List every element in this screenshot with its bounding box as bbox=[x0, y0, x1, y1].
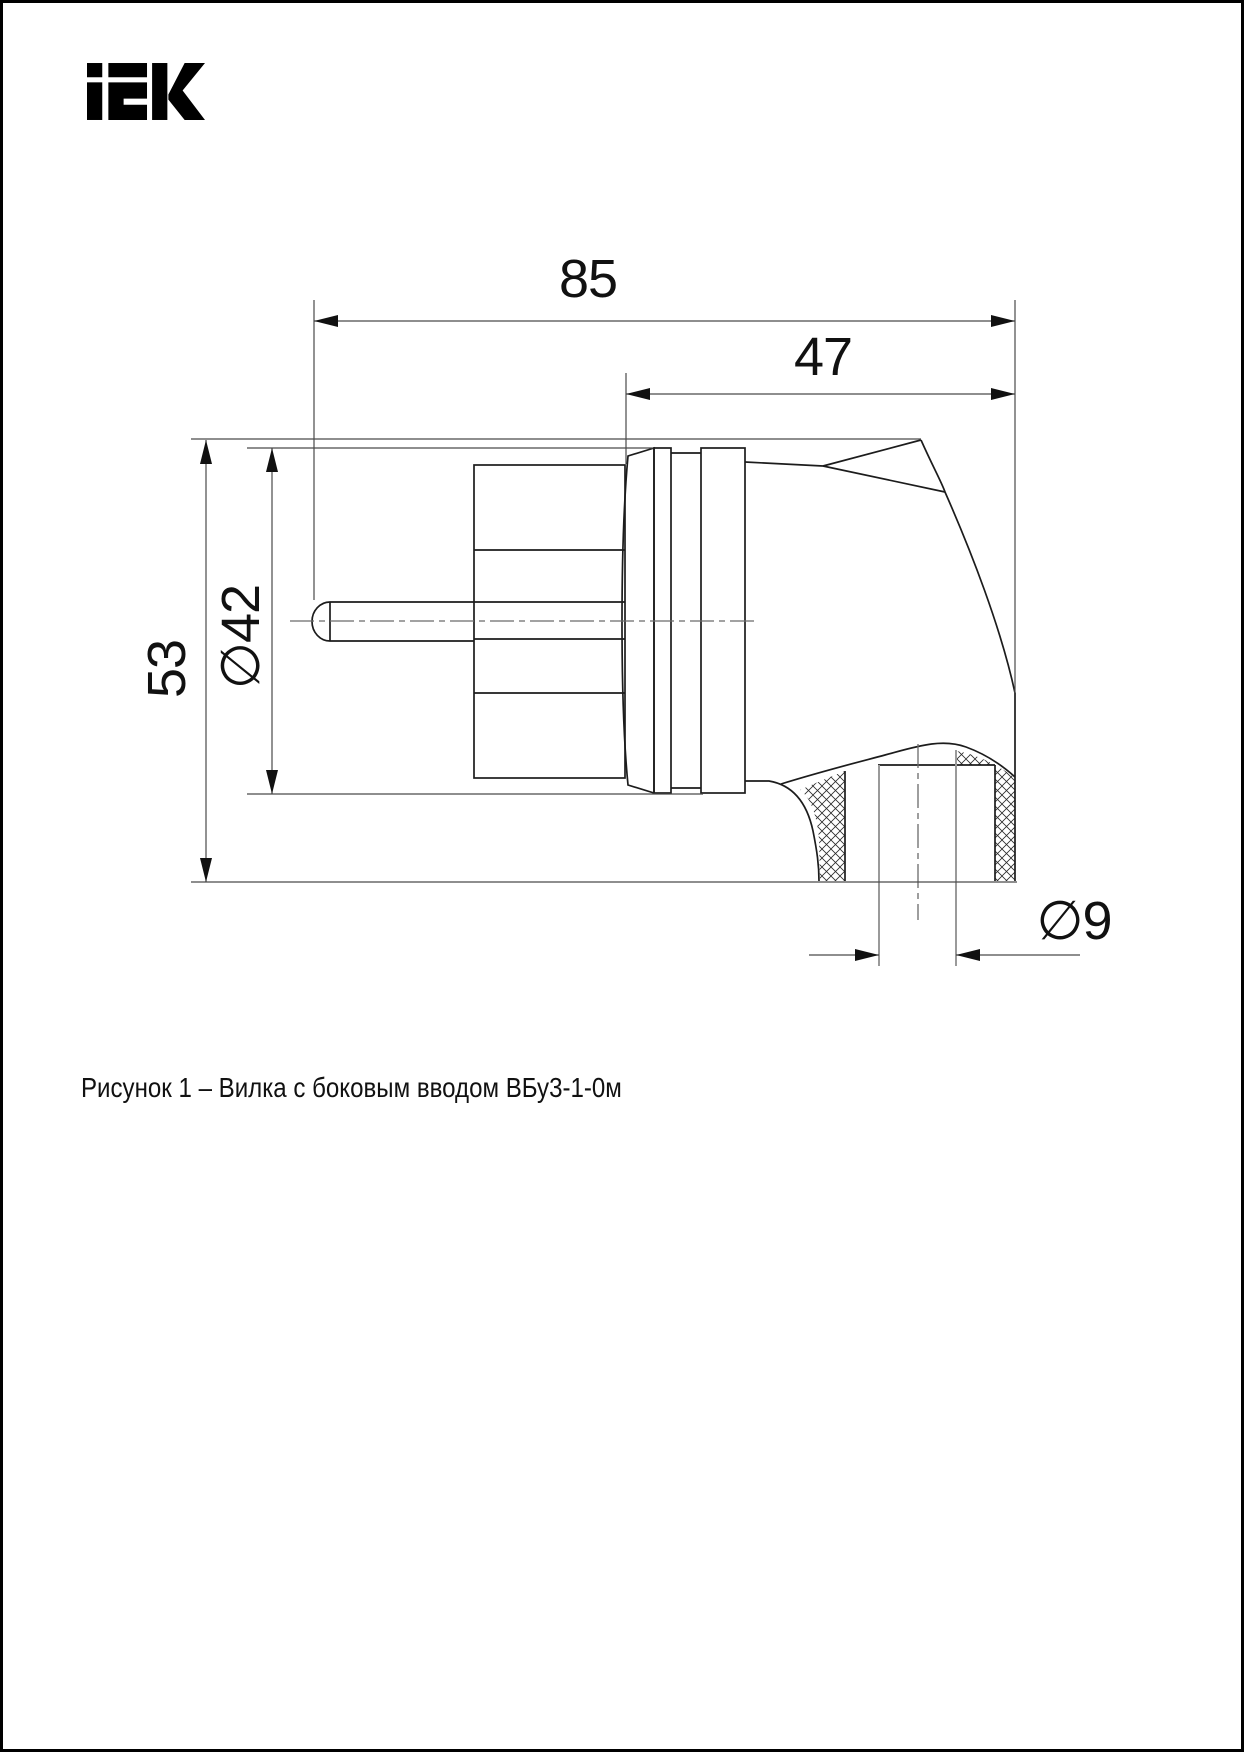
dim-label-85: 85 bbox=[558, 249, 618, 309]
dim-label-53: 53 bbox=[137, 639, 197, 699]
dim-label-d42: ∅42 bbox=[211, 584, 271, 690]
body-top-edge bbox=[745, 462, 823, 466]
cable-bushing-hatching bbox=[800, 751, 1015, 881]
extension-lines bbox=[191, 300, 1017, 882]
dim-label-d9: ∅9 bbox=[1036, 891, 1112, 951]
wedge-upper-edge bbox=[823, 440, 921, 466]
wedge-lower-edge bbox=[823, 466, 945, 492]
figure-caption: Рисунок 1 – Вилка с боковым вводом ВБу3-1-0м bbox=[81, 1072, 622, 1103]
dimension-lines bbox=[200, 315, 1080, 961]
dim-label-47: 47 bbox=[793, 327, 853, 387]
plug-outline bbox=[312, 440, 1015, 881]
